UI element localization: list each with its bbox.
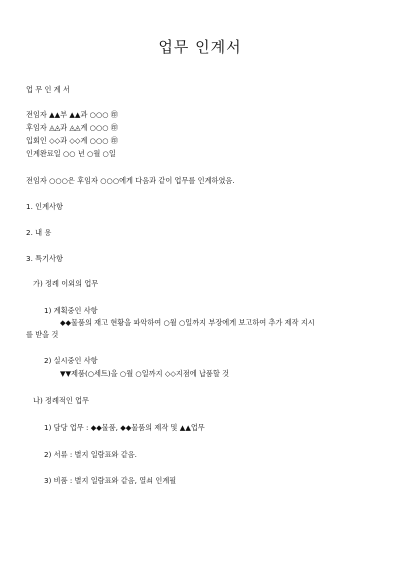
- intro-paragraph: 전임자 ○○○은 후임자 ○○○에게 다음과 같이 업무를 인계하였음.: [26, 176, 235, 185]
- subsection-regular-work: 나) 정례적인 업무: [33, 396, 89, 405]
- section-special-notes: 3. 특기사항: [26, 254, 63, 263]
- predecessor-line: 전임자 ▲▲부 ▲▲과 ○○○ ㊞: [26, 110, 118, 119]
- section-contents: 2. 내 용: [26, 228, 52, 237]
- successor-line: 후임자 ◬◬과 ◬◬계 ○○○ ㊞: [26, 123, 118, 132]
- item-assigned-duties: 1) 담당 업무 : ◆◆물품, ◆◆물품의 제작 및 ▲▲업무: [44, 423, 205, 432]
- completion-date-line: 인계완료일 ○○ 년 ○월 ○일: [26, 149, 116, 158]
- document-subtitle: 업 무 인 계 서: [26, 85, 70, 94]
- item-equipment: 3) 비품 : 별지 일람표와 같음, 열쇠 인계필: [44, 476, 177, 485]
- item-in-progress: 2) 실시중인 사항: [44, 356, 98, 365]
- item-in-progress-body: ▼▼제품(○세트)을 ○월 ○일까지 ◇◇지점에 납품할 것: [60, 369, 230, 378]
- item-planned: 1) 계획중인 사항: [44, 306, 98, 315]
- item-planned-body-continued: 를 받을 것: [26, 330, 59, 339]
- subsection-non-regular-work: 가) 정례 이외의 업무: [33, 279, 99, 288]
- section-handover-items: 1. 인계사항: [26, 202, 63, 211]
- item-planned-body: ◆◆물품의 재고 현황을 파악하여 ○월 ○일까지 부장에게 보고하여 추가 제작 지시: [60, 318, 315, 327]
- witness-line: 입회인 ◇◇과 ◇◇계 ○○○ ㊞: [26, 136, 118, 145]
- document-title: 업무 인계서: [158, 38, 242, 56]
- item-documents: 2) 서류 : 별지 일람표와 같음.: [44, 450, 137, 459]
